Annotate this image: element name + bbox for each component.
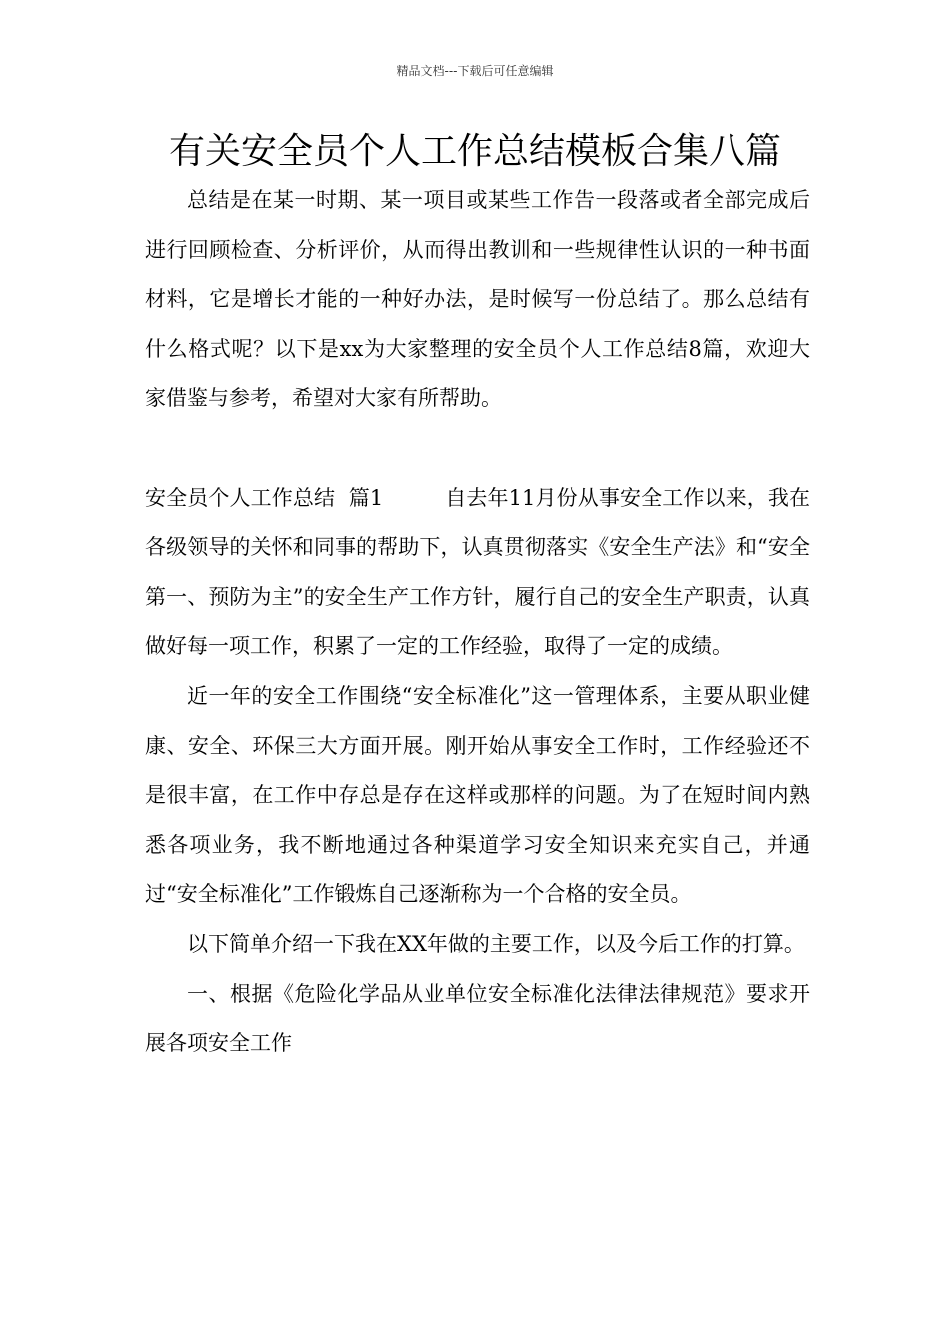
section-1-heading: 安全员个人工作总结 篇1 (145, 485, 384, 510)
section-1-paragraph: 近一年的安全工作围绕“安全标准化”这一管理体系，主要从职业健康、安全、环保三大方面开展。刚开始从事安全工作时，工作经验还不是很丰富，在工作中存总是存在这样或那样的问题。为了在短时间内熟悉各项业务，我不断地通过各种渠道学习安全知识来充实自己，并通过“安全标准化”工作锻炼自己逐渐称为一个合格的安全员。 (145, 683, 810, 907)
section-1-paragraph: 一、根据《危险化学品从业单位安全标准化法律法律规范》要求开展各项安全工作 (145, 981, 810, 1056)
section-1-paragraph: 以下简单介绍一下我在XX年做的主要工作，以及今后工作的打算。 (187, 931, 805, 956)
intro-paragraph: 总结是在某一时期、某一项目或某些工作告一段落或者全部完成后进行回顾检查、分析评价，从而得出教训和一些规律性认识的一种书面材料，它是增长才能的一种好办法，是时候写一份总结了。那么总结有什么格式呢？以下是xx为大家整理的安全员个人工作总结8篇，欢迎大家借鉴与参考，希望对大家有所帮助。 (145, 188, 810, 411)
document-title: 有关安全员个人工作总结模板合集八篇 (168, 131, 781, 172)
page-header: 精品文档---下载后可任意编辑 (396, 64, 554, 78)
document-body (145, 176, 810, 1069)
section-1-first-paragraph (145, 474, 810, 672)
section-1-first-text: 自去年11月份从事安全工作以来，我在各级领导的关怀和同事的帮助下，认真贯彻落实《安全生产法》和“安全第一、预防为主”的安全生产工作方针，履行自己的安全生产职责，认真做好每一项工作，积累了一定的工作经验，取得了一定的成绩。 (145, 485, 810, 659)
paragraph-gap (145, 424, 810, 474)
